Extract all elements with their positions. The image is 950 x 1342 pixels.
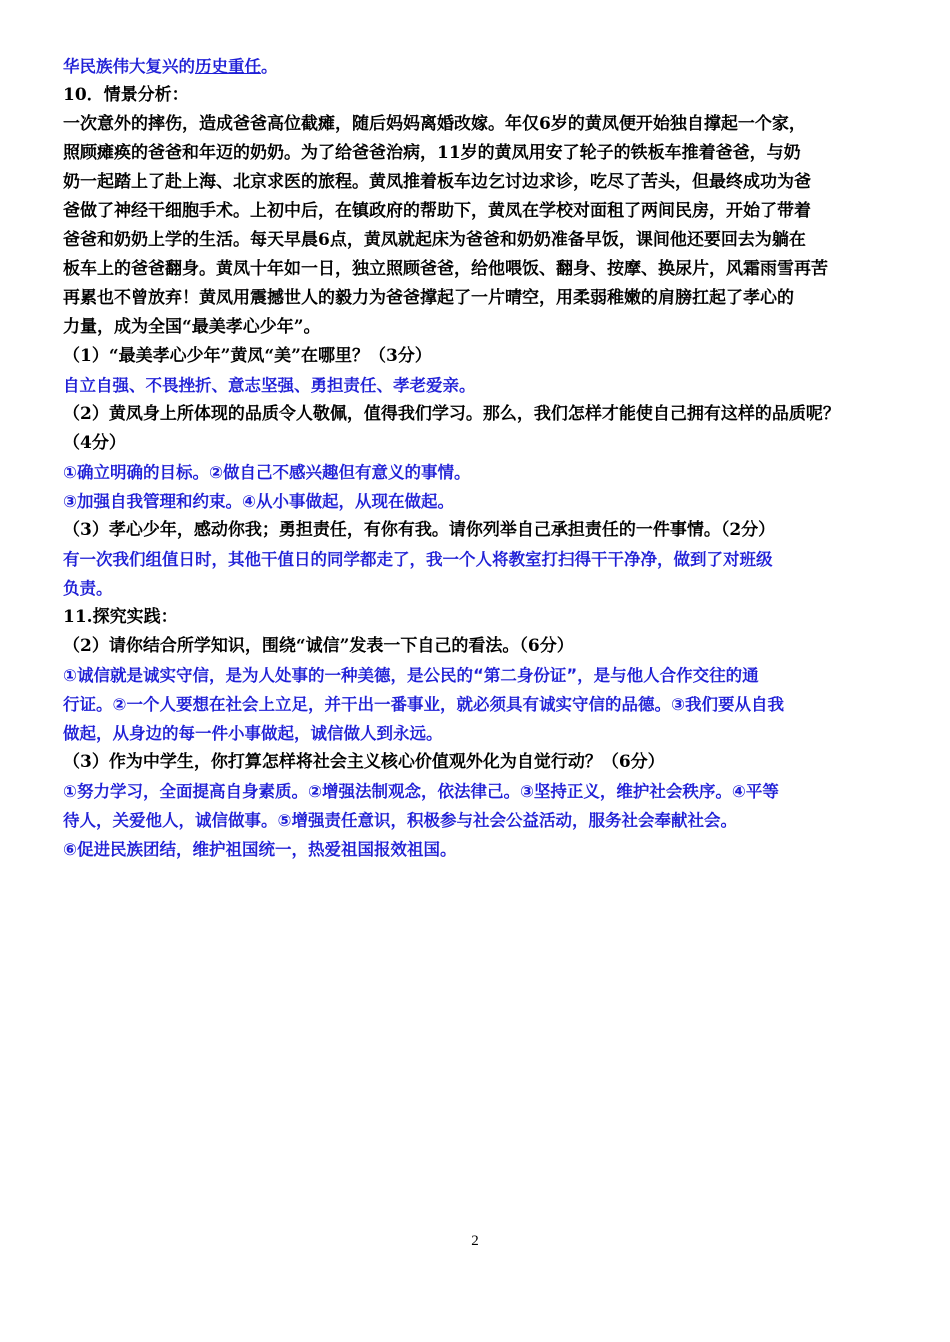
q11-sub3-question: （3）作为中学生，你打算怎样将社会主义核心价值观外化为自觉行动？（6分） xyxy=(63,752,665,772)
q11-sub2-answer: 行证。②一个人要想在社会上立足，并干出一番事业，就必须具有诚实守信的品德。③我们要从自我 xyxy=(63,695,784,714)
document-body xyxy=(63,52,893,864)
prev-answer-prefix: 华民族伟大复兴的 xyxy=(63,57,195,76)
prev-answer-suffix: 。 xyxy=(261,57,278,76)
q10-passage-line: 再累也不曾放弃！黄凤用震撼世人的毅力为爸爸撑起了一片晴空，用柔弱稚嫩的肩膀扛起了孝心的 xyxy=(63,288,794,308)
q10-sub2-question: （2）黄凤身上所体现的品质令人敬佩，值得我们学习。那么，我们怎样才能使自己拥有这样的品质呢？ xyxy=(63,404,840,424)
q10-sub2-answer: ③加强自我管理和约束。④从小事做起，从现在做起。 xyxy=(63,492,454,511)
q10-sub2-question-score: （4分） xyxy=(63,433,126,453)
q10-passage-line: 奶一起踏上了赴上海、北京求医的旅程。黄凤推着板车边乞讨边求诊，吃尽了苦头，但最终成功为爸 xyxy=(63,172,811,192)
q10-passage-line: 爸爸和奶奶上学的生活。每天早晨6点，黄凤就起床为爸爸和奶奶准备早饭，课间他还要回去为躺在 xyxy=(63,230,806,250)
q10-sub3-answer: 有一次我们组值日时，其他干值日的同学都走了，我一个人将教室打扫得干干净净，做到了对班级 xyxy=(63,550,773,569)
q10-sub2-answer: ①确立明确的目标。②做自己不感兴趣但有意义的事情。 xyxy=(63,463,471,482)
q10-sub1-answer: 自立自强、不畏挫折、意志坚强、勇担责任、孝老爱亲。 xyxy=(63,376,476,395)
q11-sub3-answer: 待人，关爱他人，诚信做事。⑤增强责任意识，积极参与社会公益活动，服务社会奉献社会。 xyxy=(63,811,737,830)
q10-passage-line: 力量，成为全国“最美孝心少年”。 xyxy=(63,317,321,337)
q10-passage-line: 爸做了神经干细胞手术。上初中后，在镇政府的帮助下，黄凤在学校对面租了两间民房，开始了带着 xyxy=(63,201,811,221)
q11-sub2-answer: 做起，从身边的每一件小事做起，诚信做人到永远。 xyxy=(63,724,443,743)
q10-sub3-question: （3）孝心少年，感动你我；勇担责任，有你有我。请你列举自己承担责任的一件事情。（2分） xyxy=(63,520,776,540)
q11-sub3-answer: ⑥促进民族团结，维护祖国统一，热爱祖国报效祖国。 xyxy=(63,840,457,859)
q10-heading: 10．情景分析： xyxy=(63,85,189,105)
q11-heading: 11.探究实践： xyxy=(63,607,178,627)
q10-sub3-answer: 负责。 xyxy=(63,579,113,598)
prev-answer-underlined: 历史重任 xyxy=(195,57,261,76)
q11-sub2-question: （2）请你结合所学知识，围绕“诚信”发表一下自己的看法。（6分） xyxy=(63,636,574,656)
page-number: 2 xyxy=(471,1233,479,1249)
q11-sub3-answer: ①努力学习，全面提高自身素质。②增强法制观念，依法律己。③坚持正义，维护社会秩序。④平等 xyxy=(63,782,779,801)
prev-answer-tail xyxy=(63,52,893,81)
q10-passage-line: 板车上的爸爸翻身。黄凤十年如一日，独立照顾爸爸，给他喂饭、翻身、按摩、换尿片，风霜雨雪再苦 xyxy=(63,259,828,279)
q10-passage-line: 一次意外的摔伤，造成爸爸高位截瘫，随后妈妈离婚改嫁。年仅6岁的黄凤便开始独自撑起一个家， xyxy=(63,114,806,134)
q10-passage-line: 照顾瘫痪的爸爸和年迈的奶奶。为了给爸爸治病，11岁的黄凤用安了轮子的铁板车推着爸爸，与奶 xyxy=(63,143,801,163)
q10-sub1-question: （1）“最美孝心少年”黄凤“美”在哪里？（3分） xyxy=(63,346,432,366)
q11-sub2-answer: ①诚信就是诚实守信，是为人处事的一种美德，是公民的“第二身份证”，是与他人合作交往的通 xyxy=(63,666,759,685)
